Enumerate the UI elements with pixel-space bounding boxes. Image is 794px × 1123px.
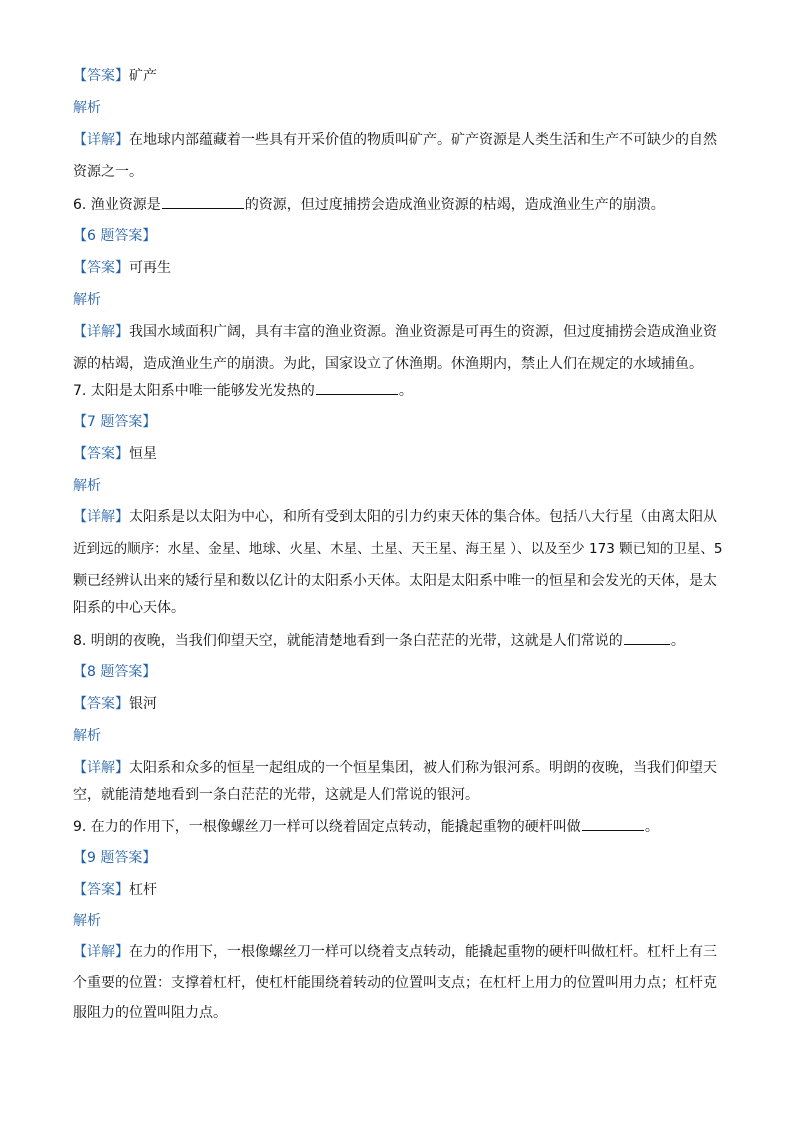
detail-text: 太阳系是以太阳为中心，和所有受到太阳的引力约束天体的集合体。包括八大行星（由离太阳从 bbox=[129, 509, 717, 525]
detail-text: 近到远的顺序：水星、金星、地球、火星、木星、土星、天王星、海王星 ）、以及至少 173 颗已知的卫星、5 bbox=[73, 541, 723, 557]
answer-blank bbox=[582, 816, 644, 831]
analysis-tag: 解析 bbox=[73, 478, 101, 494]
answer-text: 杠杆 bbox=[129, 882, 157, 898]
stem-text: 7. 太阳是太阳系中唯一能够发光发热的 bbox=[73, 383, 315, 399]
detail-text: 个重要的位置：支撑着杠杆，使杠杆能围绕着转动的位置叫支点；在杠杆上用力的位置叫用力点；杠杆克 bbox=[73, 975, 717, 991]
answer-tag: 【答案】 bbox=[73, 696, 129, 712]
stem-text: 。 bbox=[398, 383, 413, 399]
answer-line-5 bbox=[73, 66, 723, 86]
question-stem-7 bbox=[73, 380, 723, 401]
section-heading-8: 【8 题答案】 bbox=[73, 664, 157, 680]
detail-line-6-2 bbox=[73, 354, 723, 374]
question-stem-9 bbox=[73, 816, 723, 837]
answer-blank bbox=[316, 380, 398, 395]
stem-text: 6. 渔业资源是 bbox=[73, 197, 161, 213]
answer-blank bbox=[624, 630, 670, 645]
analysis-tag: 解析 bbox=[73, 292, 101, 308]
analysis-heading-9 bbox=[73, 911, 723, 931]
stem-text: 。 bbox=[670, 633, 685, 649]
detail-text: 资源之一。 bbox=[73, 164, 143, 180]
section-heading-9: 【9 题答案】 bbox=[73, 850, 157, 866]
detail-line-7-2 bbox=[73, 539, 723, 559]
detail-text: 源的枯竭，造成渔业生产的崩溃。为此，国家设立了休渔期。休渔期内，禁止人们在规定的水域捕鱼。 bbox=[73, 356, 703, 372]
detail-line-8-1 bbox=[73, 758, 723, 778]
answer-text: 银河 bbox=[129, 696, 157, 712]
detail-line-5-2 bbox=[73, 162, 723, 182]
detail-text: 在地球内部蕴藏着一些具有开采价值的物质叫矿产。矿产资源是人类生活和生产不可缺少的自然 bbox=[129, 132, 717, 148]
detail-line-9-3 bbox=[73, 1003, 723, 1023]
detail-text: 在力的作用下，一根像螺丝刀一样可以绕着支点转动，能撬起重物的硬杆叫做杠杆。杠杆上有三 bbox=[129, 944, 717, 960]
answer-blank bbox=[162, 194, 244, 209]
question-stem-6 bbox=[73, 194, 723, 215]
stem-text: 的资源，但过度捕捞会造成渔业资源的枯竭，造成渔业生产的崩溃。 bbox=[244, 197, 665, 213]
stem-text: 9. 在力的作用下，一根像螺丝刀一样可以绕着固定点转动，能撬起重物的硬杆叫做 bbox=[73, 819, 581, 835]
answer-text: 恒星 bbox=[129, 446, 157, 462]
section-heading-6: 【6 题答案】 bbox=[73, 228, 157, 244]
detail-text: 太阳系和众多的恒星一起组成的一个恒星集团，被人们称为银河系。明朗的夜晚，当我们仰望天 bbox=[129, 760, 717, 776]
detail-text: 阳系的中心天体。 bbox=[73, 600, 185, 616]
analysis-heading-6 bbox=[73, 290, 723, 310]
detail-tag: 【详解】 bbox=[73, 324, 129, 340]
detail-tag: 【详解】 bbox=[73, 509, 129, 525]
detail-text: 我国水域面积广阔，具有丰富的渔业资源。渔业资源是可再生的资源，但过度捕捞会造成渔业资 bbox=[129, 324, 717, 340]
analysis-tag: 解析 bbox=[73, 100, 101, 116]
detail-text: 服阻力的位置叫阻力点。 bbox=[73, 1005, 227, 1021]
analysis-tag: 解析 bbox=[73, 913, 101, 929]
answer-line-8 bbox=[73, 694, 723, 714]
detail-line-6-1 bbox=[73, 322, 723, 342]
detail-line-7-4 bbox=[73, 598, 723, 618]
detail-line-9-1 bbox=[73, 942, 723, 962]
detail-tag: 【详解】 bbox=[73, 132, 129, 148]
answer-tag: 【答案】 bbox=[73, 260, 129, 276]
detail-line-5-1 bbox=[73, 130, 723, 150]
question-stem-8 bbox=[73, 630, 723, 651]
analysis-heading-5 bbox=[73, 98, 723, 118]
detail-line-9-2 bbox=[73, 973, 723, 993]
answer-line-6 bbox=[73, 258, 723, 278]
answer-tag: 【答案】 bbox=[73, 882, 129, 898]
answer-text: 可再生 bbox=[129, 260, 171, 276]
answer-tag: 【答案】 bbox=[73, 68, 129, 84]
stem-text: 8. 明朗的夜晚，当我们仰望天空，就能清楚地看到一条白茫茫的光带，这就是人们常说的 bbox=[73, 633, 623, 649]
detail-text: 空，就能清楚地看到一条白茫茫的光带，这就是人们常说的银河。 bbox=[73, 787, 479, 803]
analysis-heading-7 bbox=[73, 476, 723, 496]
detail-line-8-2 bbox=[73, 785, 723, 805]
section-heading-7: 【7 题答案】 bbox=[73, 414, 157, 430]
answer-text: 矿产 bbox=[129, 68, 157, 84]
detail-tag: 【详解】 bbox=[73, 760, 129, 776]
answer-tag: 【答案】 bbox=[73, 446, 129, 462]
detail-tag: 【详解】 bbox=[73, 944, 129, 960]
answer-line-7 bbox=[73, 444, 723, 464]
detail-line-7-3 bbox=[73, 571, 723, 591]
analysis-heading-8 bbox=[73, 726, 723, 746]
detail-text: 颗已经辨认出来的矮行星和数以亿计的太阳系小天体。太阳是太阳系中唯一的恒星和会发光的天体，是太 bbox=[73, 573, 717, 589]
stem-text: 。 bbox=[644, 819, 659, 835]
answer-line-9 bbox=[73, 880, 723, 900]
detail-line-7-1 bbox=[73, 507, 723, 527]
analysis-tag: 解析 bbox=[73, 728, 101, 744]
